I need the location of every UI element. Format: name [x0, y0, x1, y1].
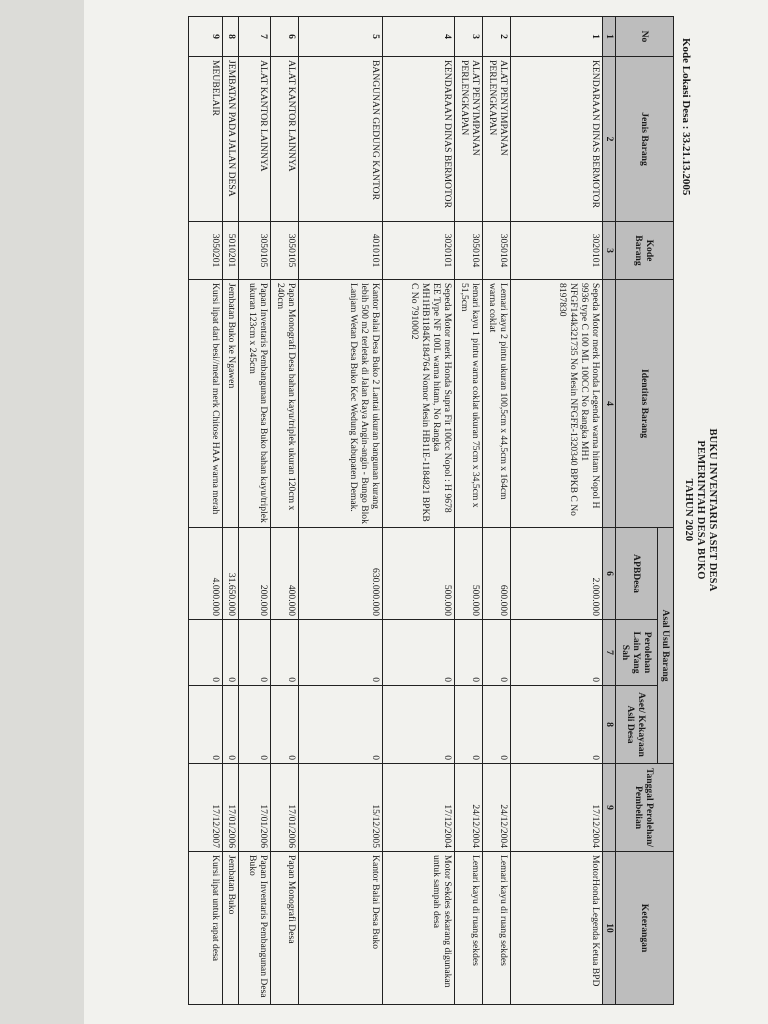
row-tanggal: 17/12/2004 [383, 764, 455, 852]
row-apbdesa: 400.000 [271, 528, 299, 620]
row-apbdesa: 500.000 [383, 528, 455, 620]
row-identitas-barang: Kursi lipat dari besi//metal merk Chitose HAA warna merah [189, 280, 223, 528]
row-keterangan: Lemari kayu di ruang sekdes [483, 852, 511, 1005]
row-perolehan-lain: 0 [271, 620, 299, 686]
row-apbdesa: 500.000 [455, 528, 483, 620]
row-perolehan-lain: 0 [383, 620, 455, 686]
row-apbdesa: 4.000.000 [189, 528, 223, 620]
row-apbdesa: 630.000.000 [299, 528, 383, 620]
row-perolehan-lain: 0 [511, 620, 603, 686]
row-kode-barang: 3050105 [239, 222, 271, 280]
row-tanggal: 17/12/2007 [189, 764, 223, 852]
row-aset-kekayaan: 0 [271, 686, 299, 764]
table-row [223, 17, 239, 1005]
row-keterangan: Kursi lipat untuk rapat desa [189, 852, 223, 1005]
heading-line-1: BUKU INVENTARIS ASET DESA [707, 428, 718, 592]
row-apbdesa: 200.000 [239, 528, 271, 620]
row-identitas-barang: Sepeda Motor merk Honda Legenda warna hitam Nopol H 9936 type C 100 ML 100CC No Rangka MH1 NFGF144k321735 No Mesin NFGFE-1320340 BPKB C No 8197830 [511, 280, 603, 528]
row-aset-kekayaan: 0 [511, 686, 603, 764]
header-apbdesa: APBDesa [616, 528, 658, 620]
col-number: 8 [603, 686, 616, 764]
kode-lokasi: Kode Lokasi Desa : 33.21.13.2005 [680, 38, 692, 196]
table-body [189, 17, 616, 1005]
row-tanggal: 17/01/2006 [239, 764, 271, 852]
row-identitas-barang: Jembatan Buko ke Ngawen [223, 280, 239, 528]
row-keterangan: Motor Sekdes sekarang digunakan untuk sampah desa [383, 852, 455, 1005]
row-tanggal: 15/12/2005 [299, 764, 383, 852]
row-kode-barang: 3050104 [455, 222, 483, 280]
row-identitas-barang: lemari kayu 1 pintu warna coklat ukuran 75cm x 34,5cm x 51,5cm [455, 280, 483, 528]
col-number: 6 [603, 528, 616, 620]
row-kode-barang: 3020101 [511, 222, 603, 280]
row-aset-kekayaan: 0 [483, 686, 511, 764]
header-asal-usul: Asal Usul Barang [658, 528, 674, 764]
header-tanggal: Tanggal Perolehan/ Pembelian [616, 764, 674, 852]
row-keterangan: Lemari kayu di ruang sekdes [455, 852, 483, 1005]
row-keterangan: Papan Inventaris Pembangunan Desa Buko [239, 852, 271, 1005]
col-number: 3 [603, 222, 616, 280]
row-jenis-barang: ALAT PENYIMPANAN PERLENGKAPAN [455, 57, 483, 222]
row-no: 8 [223, 17, 239, 57]
row-kode-barang: 3050201 [189, 222, 223, 280]
row-perolehan-lain: 0 [223, 620, 239, 686]
row-jenis-barang: JEMBATAN PADA JALAN DESA [223, 57, 239, 222]
row-tanggal: 24/12/2004 [483, 764, 511, 852]
row-jenis-barang: ALAT PENYIMPANAN PERLENGKAPAN [483, 57, 511, 222]
col-number: 9 [603, 764, 616, 852]
row-no: 6 [271, 17, 299, 57]
row-jenis-barang: KENDARAAN DINAS BERMOTOR [511, 57, 603, 222]
table-row [189, 17, 223, 1005]
row-kode-barang: 3020101 [383, 222, 455, 280]
row-keterangan: MotorHonda Legenda Ketua BPD [511, 852, 603, 1005]
row-identitas-barang: Sepeda Motor merk Honda Supra Fit 100cc Nopol : H 9678 EE Type NF 100L warna hitam, No Rangka MH1HB1184K184764 Nomor Mesin HB11E-1184821 BPKB C No 7910002 [383, 280, 455, 528]
col-number: 2 [603, 57, 616, 222]
row-aset-kekayaan: 0 [223, 686, 239, 764]
row-aset-kekayaan: 0 [189, 686, 223, 764]
row-kode-barang: 3050104 [483, 222, 511, 280]
header-keterangan: Keterangan [616, 852, 674, 1005]
row-no: 9 [189, 17, 223, 57]
row-jenis-barang: ALAT KANTOR LAINNYA [239, 57, 271, 222]
row-tanggal: 24/12/2004 [455, 764, 483, 852]
row-jenis-barang: ALAT KANTOR LAINNYA [271, 57, 299, 222]
col-number: 7 [603, 620, 616, 686]
row-no: 1 [511, 17, 603, 57]
row-kode-barang: 3050105 [271, 222, 299, 280]
row-identitas-barang: Kantor Balai Desa Buko 2 Lantai ukuran bangunan kurang lebih 500 m2 terletak di Jalan Raya Angin-angin - Bungo Blok Lanjam Wetan Desa Buko Kec Wedung Kabupaten Demak. [299, 280, 383, 528]
row-apbdesa: 2.000.000 [511, 528, 603, 620]
header-kode-barang: Kode Barang [616, 222, 674, 280]
table-row [455, 17, 483, 1005]
row-jenis-barang: KENDARAAN DINAS BERMOTOR [383, 57, 455, 222]
row-kode-barang: 4010101 [299, 222, 383, 280]
header-aset-kekayaan: Aset/ Kekayaan Asli Desa [616, 686, 658, 764]
row-jenis-barang: BANGUNAN GEDUNG KANTOR [299, 57, 383, 222]
row-aset-kekayaan: 0 [455, 686, 483, 764]
row-apbdesa: 600.000 [483, 528, 511, 620]
row-tanggal: 17/12/2004 [511, 764, 603, 852]
table-row [271, 17, 299, 1005]
inventory-table [188, 16, 674, 1005]
row-keterangan: Jembatan Buko [223, 852, 239, 1005]
document-page [84, 0, 768, 1024]
col-number: 4 [603, 280, 616, 528]
table-row [239, 17, 271, 1005]
row-keterangan: Papan Monografi Desa [271, 852, 299, 1005]
heading-line-3: TAHUN 2020 [683, 478, 694, 542]
header-perolehan-lain: Perolehan Lain Yang Sah [616, 620, 658, 686]
row-no: 5 [299, 17, 383, 57]
row-identitas-barang: Lemari kayu 2 pintu ukuran 100,5cm x 44,5cm x 164cm warna coklat [483, 280, 511, 528]
row-no: 2 [483, 17, 511, 57]
row-tanggal: 17/01/2006 [271, 764, 299, 852]
row-identitas-barang: Papan Monografi Desa bahan kayu/triplek ukuran 120cm x 240cm [271, 280, 299, 528]
row-perolehan-lain: 0 [299, 620, 383, 686]
row-perolehan-lain: 0 [189, 620, 223, 686]
row-perolehan-lain: 0 [483, 620, 511, 686]
row-no: 3 [455, 17, 483, 57]
row-tanggal: 17/01/2006 [223, 764, 239, 852]
col-number: 1 [603, 17, 616, 57]
row-keterangan: Kantor Balai Desa Buko [299, 852, 383, 1005]
row-no: 4 [383, 17, 455, 57]
row-no: 7 [239, 17, 271, 57]
row-jenis-barang: MEUBELAIR [189, 57, 223, 222]
row-perolehan-lain: 0 [455, 620, 483, 686]
row-perolehan-lain: 0 [239, 620, 271, 686]
row-apbdesa: 31.650.000 [223, 528, 239, 620]
rotated-sheet [96, 10, 736, 1010]
header-identitas-barang: Identitas Barang [616, 280, 674, 528]
table-row [511, 17, 603, 1005]
row-aset-kekayaan: 0 [299, 686, 383, 764]
row-aset-kekayaan: 0 [239, 686, 271, 764]
row-identitas-barang: Papan Inventaris Pembangunan Desa Buko bahan kayu/triplek ukuran 123cm x 245cm [239, 280, 271, 528]
header-jenis-barang: Jenis Barang [616, 57, 674, 222]
table-row [383, 17, 455, 1005]
heading-line-2: PEMERINTAH DESA BUKO [695, 440, 706, 580]
header-no: No [616, 17, 674, 57]
column-number-row [603, 17, 616, 1005]
table-row [483, 17, 511, 1005]
row-aset-kekayaan: 0 [383, 686, 455, 764]
row-kode-barang: 5010201 [223, 222, 239, 280]
table-row [299, 17, 383, 1005]
col-number: 10 [603, 852, 616, 1005]
